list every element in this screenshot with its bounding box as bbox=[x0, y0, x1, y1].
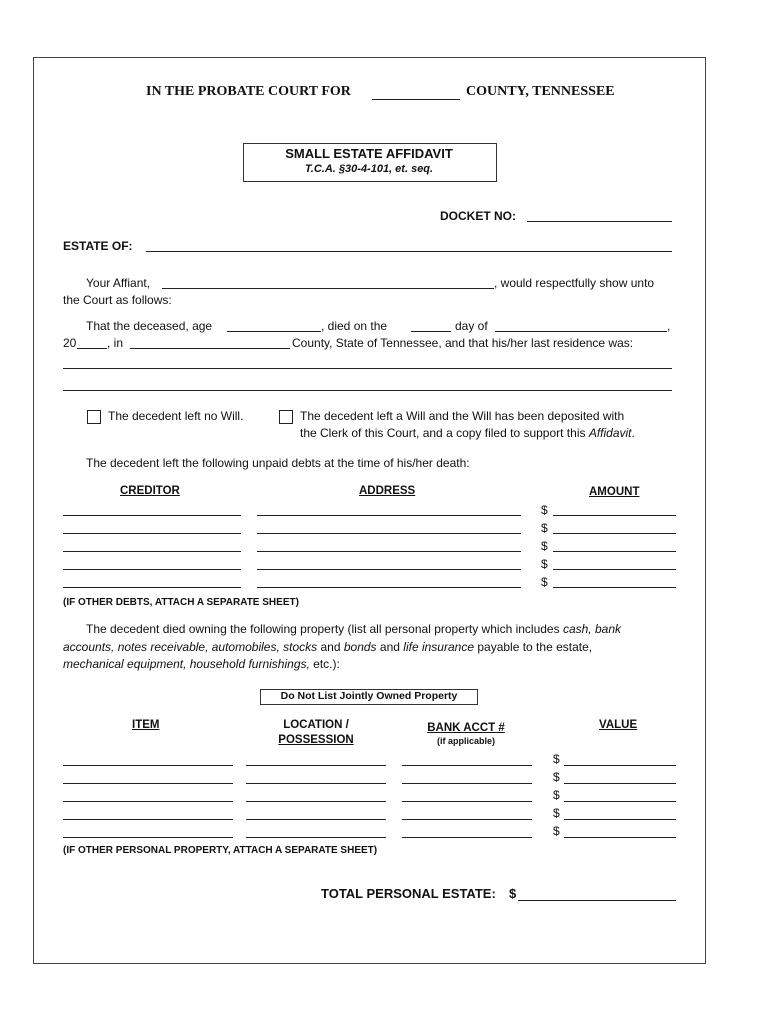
address-field[interactable] bbox=[257, 569, 521, 570]
county-residence-label: County, State of Tennessee, and that his/her last residence was: bbox=[292, 336, 634, 350]
court-prefix: IN THE PROBATE COURT FOR bbox=[146, 84, 351, 99]
total-value-field[interactable] bbox=[518, 900, 676, 901]
property-intro-3 bbox=[63, 657, 340, 671]
death-month-field[interactable] bbox=[495, 331, 667, 332]
has-will-label-2 bbox=[300, 426, 635, 440]
property-intro-1 bbox=[86, 622, 621, 636]
property-types-3: life insurance bbox=[403, 640, 474, 654]
currency-sign: $ bbox=[553, 824, 560, 838]
estate-name-field[interactable] bbox=[146, 251, 672, 252]
amount-field[interactable] bbox=[553, 551, 676, 552]
and-2: and bbox=[379, 640, 400, 654]
currency-sign: $ bbox=[541, 557, 548, 571]
item-header: ITEM bbox=[132, 719, 160, 731]
currency-sign: $ bbox=[541, 575, 548, 589]
location-field[interactable] bbox=[246, 765, 386, 766]
debts-note: (IF OTHER DEBTS, ATTACH A SEPARATE SHEET) bbox=[63, 597, 299, 608]
docket-label: DOCKET NO: bbox=[440, 209, 516, 223]
etc-text: etc.): bbox=[313, 657, 340, 671]
currency-sign: $ bbox=[553, 788, 560, 802]
creditor-field[interactable] bbox=[63, 569, 241, 570]
property-intro-italic: cash, bank bbox=[562, 622, 621, 636]
total-currency: $ bbox=[509, 886, 517, 901]
bank-acct-header: BANK ACCT # bbox=[427, 722, 505, 734]
currency-sign: $ bbox=[553, 752, 560, 766]
estate-label: ESTATE OF: bbox=[63, 239, 133, 253]
location-field[interactable] bbox=[246, 837, 386, 838]
address-field[interactable] bbox=[257, 551, 521, 552]
address-field[interactable] bbox=[257, 587, 521, 588]
died-on-label: , died on the bbox=[321, 319, 388, 333]
affiant-prefix: Your Affiant, bbox=[86, 276, 151, 290]
address-field[interactable] bbox=[257, 533, 521, 534]
form-title: SMALL ESTATE AFFIDAVIT bbox=[285, 146, 453, 161]
location-header-2: POSSESSION bbox=[278, 734, 354, 746]
bank-acct-field[interactable] bbox=[402, 783, 532, 784]
property-types-4: mechanical equipment, household furnishings, bbox=[63, 657, 310, 671]
location-header-1: LOCATION / bbox=[283, 719, 349, 731]
creditor-header: CREDITOR bbox=[120, 485, 180, 497]
value-field[interactable] bbox=[564, 765, 676, 766]
has-will-label-1: The decedent left a Will and the Will has been deposited with bbox=[300, 409, 625, 423]
year-prefix: 20 bbox=[63, 336, 77, 350]
item-field[interactable] bbox=[63, 783, 233, 784]
has-will-text: the Clerk of this Court, and a copy filed to support this bbox=[300, 426, 586, 440]
county-field[interactable] bbox=[130, 348, 290, 349]
location-field[interactable] bbox=[246, 783, 386, 784]
court-heading bbox=[146, 84, 351, 100]
item-field[interactable] bbox=[63, 819, 233, 820]
value-field[interactable] bbox=[564, 819, 676, 820]
address-field[interactable] bbox=[257, 515, 521, 516]
affiant-line-2: the Court as follows: bbox=[63, 293, 172, 307]
form-citation: T.C.A. §30-4-101, et. seq. bbox=[304, 163, 434, 175]
amount-field[interactable] bbox=[553, 533, 676, 534]
in-label: , in bbox=[107, 336, 124, 350]
creditor-field[interactable] bbox=[63, 533, 241, 534]
property-note: (IF OTHER PERSONAL PROPERTY, ATTACH A SEPARATE SHEET) bbox=[63, 845, 378, 856]
day-of-label: day of bbox=[455, 319, 488, 333]
value-field[interactable] bbox=[564, 783, 676, 784]
amount-field[interactable] bbox=[553, 569, 676, 570]
bank-acct-field[interactable] bbox=[402, 819, 532, 820]
property-types-1: accounts, notes receivable, automobiles, stocks bbox=[63, 640, 318, 654]
age-field[interactable] bbox=[227, 331, 321, 332]
value-field[interactable] bbox=[564, 837, 676, 838]
creditor-field[interactable] bbox=[63, 587, 241, 588]
address-header: ADDRESS bbox=[359, 485, 416, 497]
residence-line-2[interactable] bbox=[63, 390, 672, 391]
location-field[interactable] bbox=[246, 819, 386, 820]
bank-acct-field[interactable] bbox=[402, 801, 532, 802]
total-label: TOTAL PERSONAL ESTATE: bbox=[321, 886, 496, 901]
bank-acct-subheader: (if applicable) bbox=[436, 736, 495, 746]
county-name-field[interactable] bbox=[372, 99, 460, 100]
has-will-checkbox[interactable] bbox=[279, 410, 293, 424]
amount-header: AMOUNT bbox=[589, 486, 640, 498]
property-intro-text: The decedent died owning the following property (list all personal property which includes bbox=[86, 622, 560, 636]
death-year-field[interactable] bbox=[77, 348, 107, 349]
currency-sign: $ bbox=[541, 521, 548, 535]
affidavit-word: Affidavit bbox=[588, 426, 632, 440]
residence-line-1[interactable] bbox=[63, 368, 672, 369]
property-intro-2 bbox=[63, 640, 592, 654]
item-field[interactable] bbox=[63, 765, 233, 766]
deceased-age-label: That the deceased, age bbox=[86, 319, 213, 333]
currency-sign: $ bbox=[541, 539, 548, 553]
affiant-name-field[interactable] bbox=[162, 288, 494, 289]
death-day-field[interactable] bbox=[411, 331, 451, 332]
currency-sign: $ bbox=[553, 770, 560, 784]
value-header: VALUE bbox=[599, 719, 638, 731]
location-field[interactable] bbox=[246, 801, 386, 802]
item-field[interactable] bbox=[63, 837, 233, 838]
currency-sign: $ bbox=[541, 503, 548, 517]
affiant-suffix: , would respectfully show unto bbox=[494, 276, 655, 290]
payable-text: payable to the estate, bbox=[477, 640, 593, 654]
docket-number-field[interactable] bbox=[527, 221, 672, 222]
creditor-field[interactable] bbox=[63, 551, 241, 552]
has-will-end: . bbox=[631, 426, 635, 440]
item-field[interactable] bbox=[63, 801, 233, 802]
property-types-2: bonds bbox=[343, 640, 377, 654]
value-field[interactable] bbox=[564, 801, 676, 802]
comma: , bbox=[667, 319, 671, 333]
court-suffix: COUNTY, TENNESSEE bbox=[466, 84, 615, 99]
and-1: and bbox=[320, 640, 341, 654]
debts-intro: The decedent left the following unpaid debts at the time of his/her death: bbox=[86, 456, 470, 470]
bank-acct-field[interactable] bbox=[402, 837, 532, 838]
bank-acct-field[interactable] bbox=[402, 765, 532, 766]
amount-field[interactable] bbox=[553, 515, 676, 516]
document-page bbox=[33, 57, 706, 964]
amount-field[interactable] bbox=[553, 587, 676, 588]
currency-sign: $ bbox=[553, 806, 560, 820]
jointly-owned-notice: Do Not List Jointly Owned Property bbox=[280, 690, 458, 702]
no-will-label: The decedent left no Will. bbox=[108, 409, 244, 423]
creditor-field[interactable] bbox=[63, 515, 241, 516]
no-will-checkbox[interactable] bbox=[87, 410, 101, 424]
